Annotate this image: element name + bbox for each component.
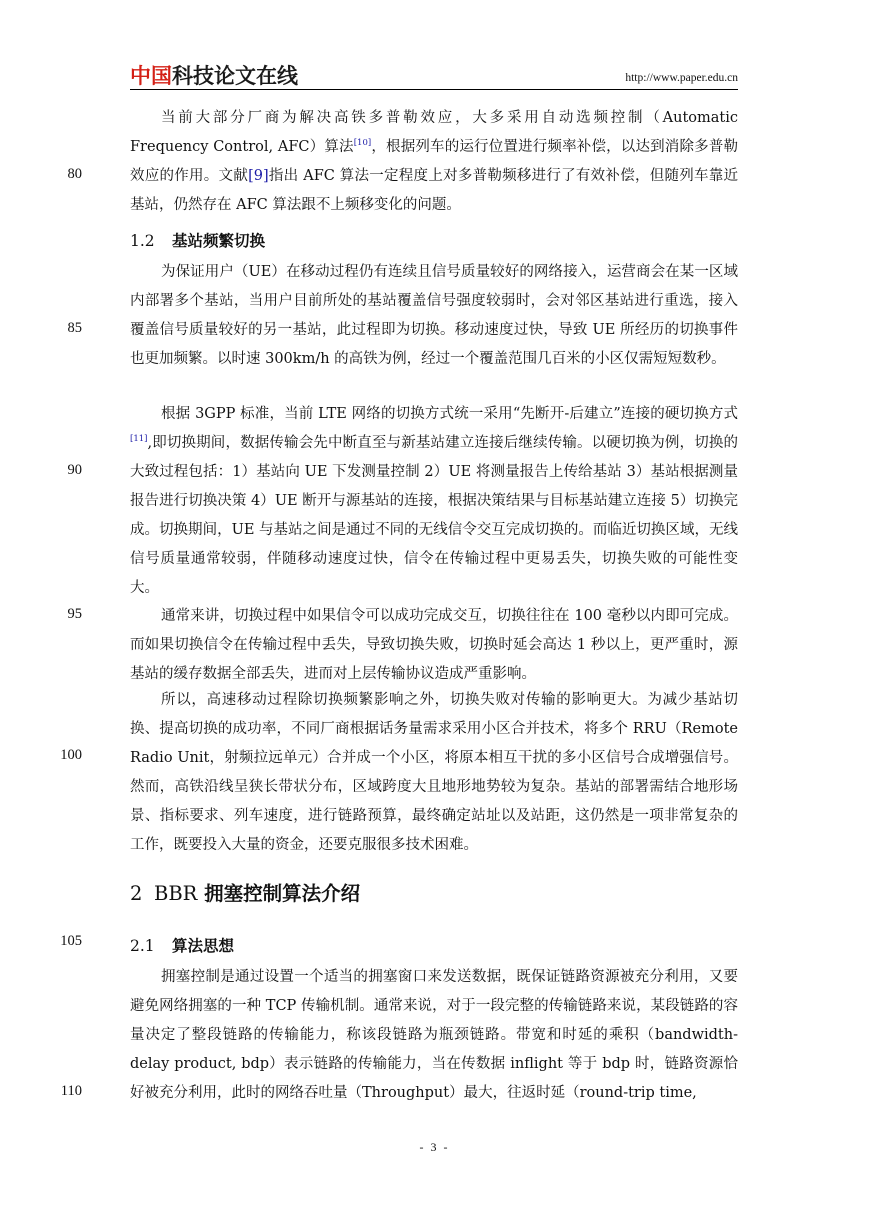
paragraph-signaling: 通常来讲，切换过程中如果信令可以成功完成交互，切换往往在 100 毫秒以内即可完成。而如果切换信令在传输过程中丢失，导致切换失败，切换时延会高达 1 秒以上，更严重时，源基站的缓存数据全部丢失，进而对上层传输协议造成严重影响。 bbox=[130, 608, 738, 682]
citation-ref[interactable]: [10] bbox=[353, 138, 372, 149]
section-title: 基站频繁切换 bbox=[172, 231, 266, 250]
logo-red-text: 中国 bbox=[130, 64, 172, 88]
section-heading-2 bbox=[130, 878, 360, 906]
line-number: 90 bbox=[67, 462, 82, 478]
section-heading-2-1 bbox=[130, 934, 234, 956]
header-rule bbox=[130, 89, 738, 90]
paragraph-afc bbox=[130, 104, 738, 220]
section-title: 拥塞控制算法介绍 bbox=[197, 882, 361, 905]
citation-ref[interactable]: [9] bbox=[248, 168, 269, 184]
page-header bbox=[130, 62, 738, 88]
paragraph-congestion: 拥塞控制是通过设置一个适当的拥塞窗口来发送数据，既保证链路资源被充分利用，又要避免网络拥塞的一种 TCP 传输机制。通常来说，对于一段完整的传输链路来说，某段链路的容量决定了整段链路的传输能力，称该段链路为瓶颈链路。带宽和时延的乘积（bandwidth-delay product, bdp）表示链路的传输能力，当在传数据 inflight 等于 bdp 时，链路资源恰好被充分利用，此时的网络吞吐量（Throughput）最大，往返时延（round-trip time, bbox=[130, 969, 738, 1101]
line-number: 80 bbox=[67, 166, 82, 182]
section-heading-1-2 bbox=[130, 229, 265, 251]
paragraph-text: 指出 AFC 算法一定程度上对多普勒频移进行了有效补偿，但随列车靠近基站，仍然存在 AFC 算法跟不上频移变化的问题。 bbox=[130, 168, 739, 213]
paragraph-text: 当前大部分厂商为解决高铁多普勒效应，大多采用自动选频控制（Automatic Frequency Control, AFC）算法 bbox=[130, 110, 738, 155]
header-url[interactable]: http://www.paper.edu.cn bbox=[625, 72, 738, 84]
paragraph-handover: 为保证用户（UE）在移动过程仍有连续且信号质量较好的网络接入，运营商会在某一区域内部署多个基站，当用户目前所处的基站覆盖信号强度较弱时，会对邻区基站进行重选，接入覆盖信号质量较好的另一基站，此过程即为切换。移动速度过快，导致 UE 所经历的切换事件也更加频繁。以时速 300km/h 的高铁为例，经过一个覆盖范围几百米的小区仅需短短数秒。 bbox=[130, 264, 738, 367]
section-number: 2 bbox=[130, 882, 143, 905]
section-number: 2.1 bbox=[130, 937, 155, 955]
page-number: - 3 - bbox=[419, 1140, 450, 1154]
line-number: 100 bbox=[60, 747, 82, 763]
paragraph-text: ,即切换期间，数据传输会先中断直至与新基站建立连接后继续传输。以硬切换为例，切换的大致过程包括：1）基站向 UE 下发测量控制 2）UE 将测量报告上传给基站 3）基站根据测量报告进行切换决策 4）UE 断开与源基站的连接，根据决策结果与目标基站建立连接 5）切换完成。切换期间，UE 与基站之间是通过不同的无线信令交互完成切换的。而临近切换区域，无线信号质量通常较弱，伴随移动速度过快，信令在传输过程中更易丢失，切换失败的可能性变大。 bbox=[130, 435, 738, 596]
paragraph-rru: 所以，高速移动过程除切换频繁影响之外，切换失败对传输的影响更大。为减少基站切换、提高切换的成功率，不同厂商根据话务量需求采用小区合并技术，将多个 RRU（Remote Radio Unit，射频拉远单元）合并成一个小区，将原本相互干扰的多小区信号合成增强信号。然而，高铁沿线呈狭长带状分布，区域跨度大且地形地势较为复杂。基站的部署需结合地形场景、指标要求、列车速度，进行链路预算，最终确定站址以及站距，这仍然是一项非常复杂的工作，既要投入大量的资金，还要克服很多技术困难。 bbox=[130, 692, 738, 853]
logo-dark-text: 科技论文在线 bbox=[172, 64, 298, 88]
paragraph-3gpp bbox=[130, 400, 738, 603]
line-number: 110 bbox=[60, 1083, 82, 1099]
section-number: 1.2 bbox=[130, 232, 155, 250]
paragraph-text: ，根据列车的运行位置进行频率补偿，以达到消除多普勒效应的作用。文献 bbox=[130, 139, 739, 184]
journal-logo bbox=[130, 64, 298, 88]
section-title: 算法思想 bbox=[172, 936, 235, 955]
citation-ref[interactable]: [11] bbox=[130, 434, 148, 445]
line-number: 105 bbox=[60, 933, 82, 949]
line-number: 85 bbox=[67, 320, 82, 336]
line-number: 95 bbox=[67, 606, 82, 622]
section-title-latin: BBR bbox=[154, 882, 198, 905]
paragraph-text: 根据 3GPP 标准，当前 LTE 网络的切换方式统一采用“先断开-后建立”连接的硬切换方式 bbox=[161, 406, 738, 422]
